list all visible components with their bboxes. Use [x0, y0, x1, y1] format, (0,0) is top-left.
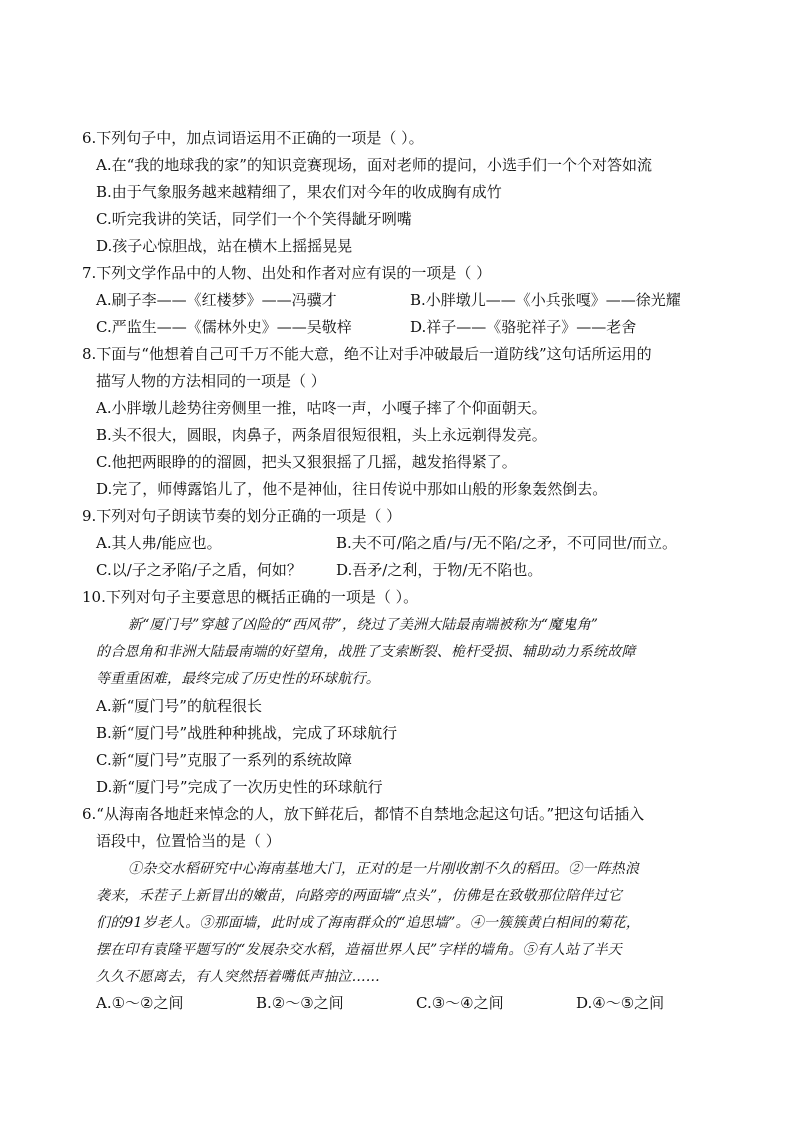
question-6b-passage-line-5: 久久不愿离去，有人突然捂着嘴低声抽泣…… — [96, 969, 380, 985]
question-10-option-a: A.新“厦门号”的航程很长 — [96, 697, 262, 715]
question-6b-passage-line-3: 们的91岁老人。③那面墙，此时成了海南群众的“追思墙”。④一簇簇黄白相间的菊花， — [96, 915, 641, 931]
question-6-option-b: B.由于气象服务越来越精细了，果农们对今年的收成胸有成竹 — [96, 183, 502, 201]
question-10-option-d: D.新“厦门号”完成了一次历史性的环球航行 — [96, 778, 383, 796]
question-6b-option-b: B.②～③之间 — [256, 994, 344, 1012]
question-9-option-a: A.其人弗/能应也。 — [96, 534, 222, 552]
question-7-option-a: A.刷子李——《红楼梦》——冯骥才 — [96, 291, 337, 309]
question-10-option-c: C.新“厦门号”克服了一系列的系统故障 — [96, 751, 353, 769]
question-6b-passage-line-2: 袭来，禾茬子上新冒出的嫩苗，向路旁的两面墙“点头”，仿佛是在致敬那位陪伴过它 — [96, 888, 622, 904]
question-6b-passage-line-1: ①杂交水稻研究中心海南基地大门，正对的是一片刚收割不久的稻田。②一阵热浪 — [128, 861, 640, 877]
question-10-passage-line-3: 等重重困难，最终完成了历史性的环球航行。 — [96, 671, 380, 687]
question-9-option-d: D.吾矛/之利，于物/无不陷也。 — [336, 561, 543, 579]
question-10-passage-line-2: 的合恩角和非洲大陆最南端的好望角，战胜了支索断裂、桅杆受损、辅助动力系统故障 — [96, 644, 636, 660]
question-10-passage-line-1: 新“厦门号”穿越了凶险的“西风带”，绕过了美洲大陆最南端被称为“魔鬼角” — [128, 617, 599, 633]
question-6-option-d: D.孩子心惊胆战，站在横木上摇摇晃晃 — [96, 237, 353, 255]
question-8-stem-continued: 描写人物的方法相同的一项是（ ） — [96, 372, 326, 390]
question-8-option-a: A.小胖墩儿趁势往旁侧里一推，咕咚一声，小嘎子摔了个仰面朝天。 — [96, 399, 547, 417]
question-8-option-c: C.他把两眼睁的的溜圆，把头又狠狠摇了几摇，越发掐得紧了。 — [96, 453, 517, 471]
question-9-option-c: C.以/子之矛陷/子之盾，何如？ — [96, 561, 302, 579]
question-6b-option-a: A.①～②之间 — [96, 994, 184, 1012]
question-6b-option-d: D.④～⑤之间 — [576, 994, 665, 1012]
question-6-stem: 6.下列句子中，加点词语运用不正确的一项是（ ）。 — [82, 129, 424, 147]
question-8-option-b: B.头不很大，圆眼，肉鼻子，两条眉很短很粗，头上永远剃得发亮。 — [96, 426, 547, 444]
question-6b-stem-continued: 语段中，位置恰当的是（ ） — [96, 832, 281, 850]
question-6b-option-c: C.③～④之间 — [416, 994, 504, 1012]
question-7-stem: 7.下列文学作品中的人物、出处和作者对应有误的一项是（ ） — [82, 264, 492, 282]
question-6b-stem: 6.“从海南各地赶来悼念的人，放下鲜花后，都情不自禁地念起这句话。”把这句话插入 — [82, 805, 645, 823]
question-7-option-b: B.小胖墩儿——《小兵张嘎》——徐光耀 — [410, 291, 681, 309]
question-8-option-d: D.完了，师傅露馅儿了，他不是神仙，往日传说中那如山般的形象轰然倒去。 — [96, 480, 608, 498]
question-6-option-a: A.在“我的地球我的家”的知识竞赛现场，面对老师的提问，小选手们一个个对答如流 — [96, 156, 652, 174]
question-10-option-b: B.新“厦门号”战胜种种挑战，完成了环球航行 — [96, 724, 398, 742]
question-8-stem: 8.下面与“他想着自己可千万不能大意，绝不让对手冲破最后一道防线”这句话所运用的 — [82, 345, 652, 363]
question-10-stem: 10.下列对句子主要意思的概括正确的一项是（ ）。 — [82, 588, 419, 606]
question-9-option-b: B.夫不可/陷之盾/与/无不陷/之矛，不可同世/而立。 — [336, 534, 678, 552]
question-6b-passage-line-4: 摆在印有袁隆平题写的“发展杂交水稻，造福世界人民”字样的墙角。⑤有人站了半天 — [96, 942, 622, 958]
question-6-option-c: C.听完我讲的笑话，同学们一个个笑得龇牙咧嘴 — [96, 210, 412, 228]
question-9-stem: 9.下列对句子朗读节奏的划分正确的一项是（ ） — [82, 507, 402, 525]
question-7-option-d: D.祥子——《骆驼祥子》——老舍 — [410, 318, 637, 336]
question-7-option-c: C.严监生——《儒林外史》——吴敬梓 — [96, 318, 352, 336]
